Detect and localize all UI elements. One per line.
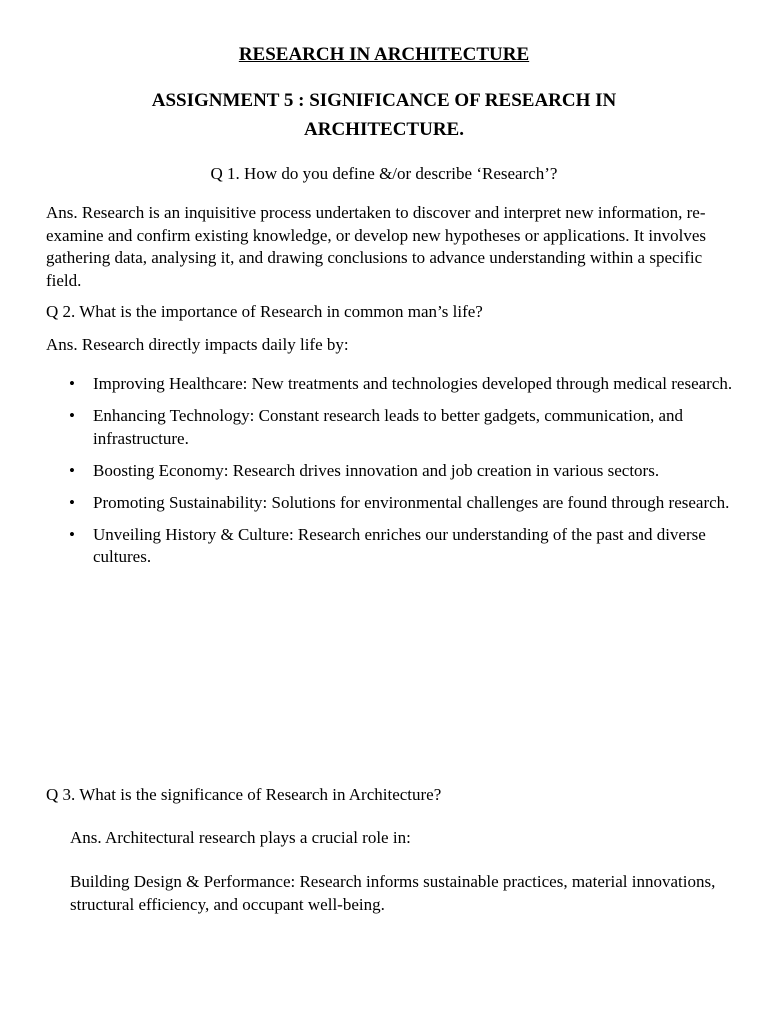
bullet-item	[46, 373, 736, 396]
answer-1: Ans. Research is an inquisitive process undertaken to discover and interpret new information, re-examine and confirm existing knowledge, or develop new hypotheses or applications. It involves gathering data, analysing it, and drawing conclusions to advance understanding within a specific field.	[46, 203, 707, 290]
question-1: Q 1. How do you define &/or describe ‘Research’?	[210, 164, 558, 183]
assignment-heading	[0, 86, 768, 144]
bullet-dot-icon: •	[69, 460, 75, 480]
bullet-text: Unveiling History & Culture: Research enriches our understanding of the past and diverse cultures.	[93, 524, 706, 566]
document-title: RESEARCH IN ARCHITECTURE	[238, 44, 530, 65]
answer-3-intro: Ans. Architectural research plays a crucial role in:	[70, 828, 411, 847]
answer-2-bullet-list	[46, 373, 736, 578]
bullet-dot-icon: •	[69, 492, 75, 512]
bullet-dot-icon: •	[69, 374, 75, 393]
bullet-item	[46, 492, 736, 515]
bullet-text: Promoting Sustainability: Solutions for environmental challenges are found through research.	[93, 492, 730, 512]
answer-3-item: Building Design & Performance: Research informs sustainable practices, material innovations, structural efficiency, and occupant well-being.	[70, 872, 716, 914]
bullet-dot-icon: •	[69, 524, 75, 544]
bullet-text: Improving Healthcare: New treatments and technologies developed through medical research.	[93, 374, 733, 393]
question-2: Q 2. What is the importance of Research in common man’s life?	[46, 302, 483, 321]
assignment-heading-line-1: ASSIGNMENT 5 : SIGNIFICANCE OF RESEARCH IN	[151, 90, 617, 111]
bullet-dot-icon: •	[69, 406, 75, 425]
bullet-item	[46, 460, 736, 483]
bullet-item	[46, 405, 736, 450]
question-3: Q 3. What is the significance of Research in Architecture?	[46, 785, 442, 804]
bullet-text: Boosting Economy: Research drives innovation and job creation in various sectors.	[93, 460, 660, 480]
assignment-heading-line-2: ARCHITECTURE.	[304, 119, 464, 140]
answer-2-intro: Ans. Research directly impacts daily life by:	[46, 335, 349, 354]
bullet-item	[46, 524, 736, 569]
bullet-text: Enhancing Technology: Constant research leads to better gadgets, communication, and infrastructure.	[93, 406, 684, 448]
